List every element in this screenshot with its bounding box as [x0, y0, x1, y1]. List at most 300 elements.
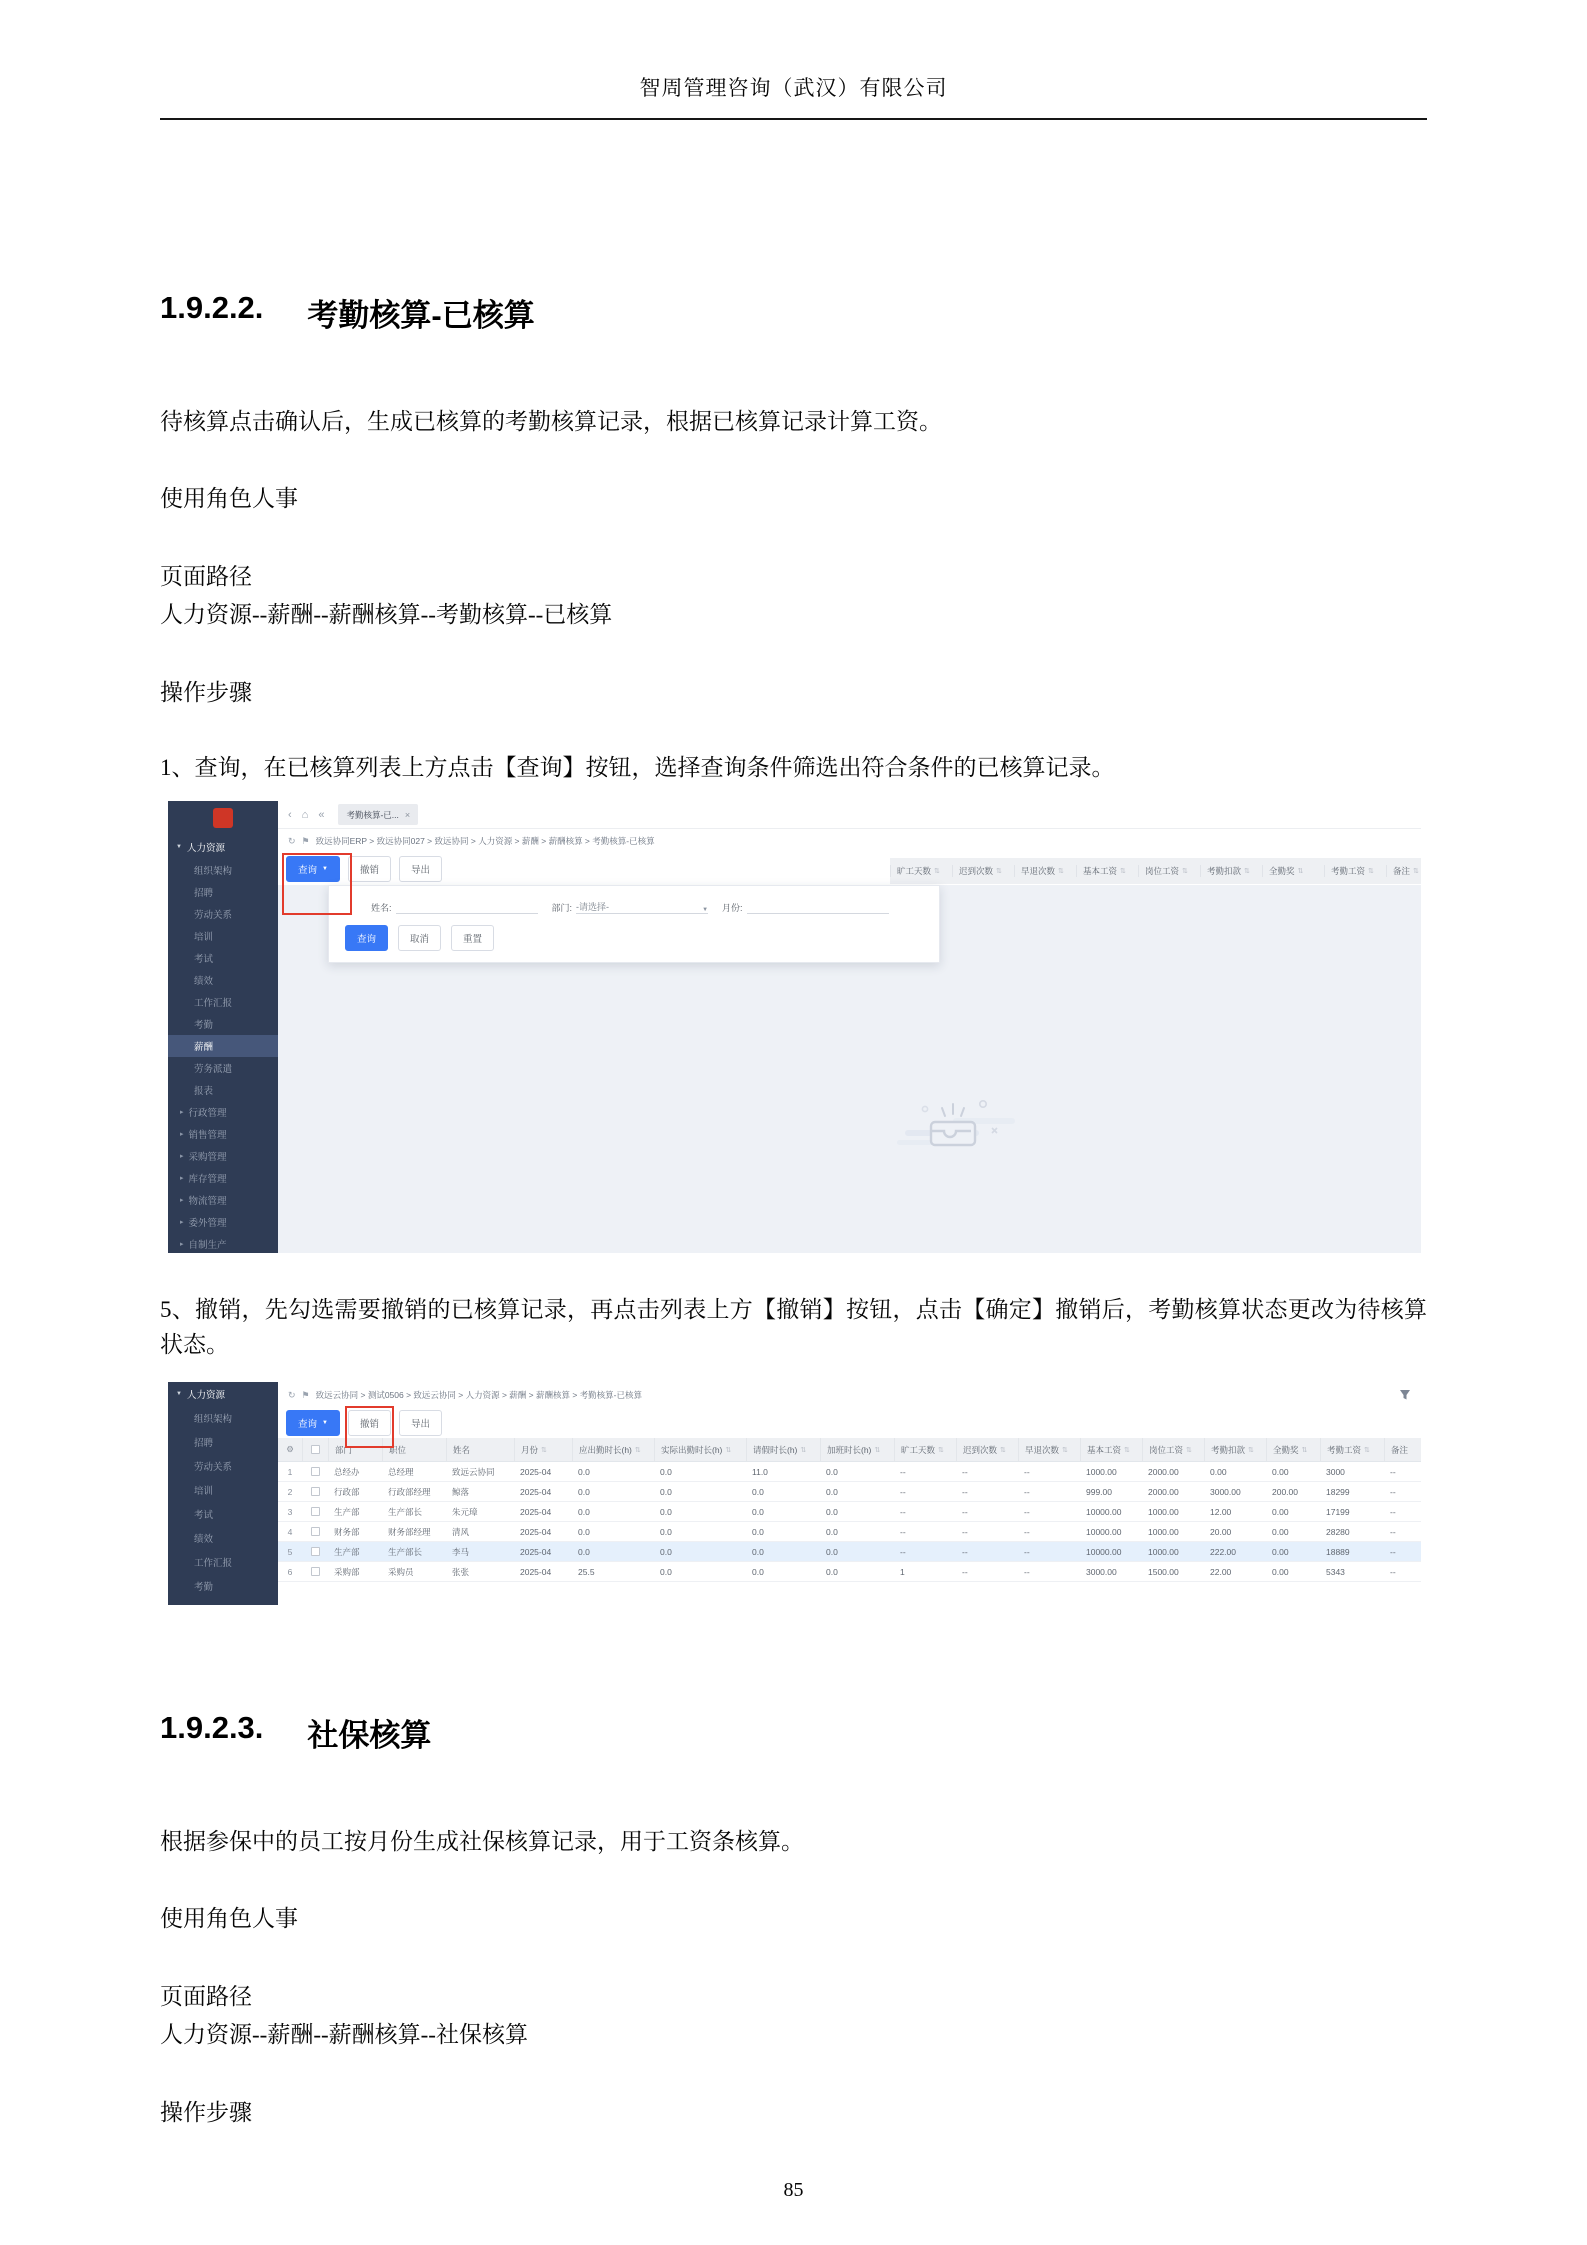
- company-name: 智周管理咨询（武汉）有限公司: [639, 76, 948, 100]
- sidebar-item[interactable]: [168, 1211, 278, 1233]
- dept-select-value: -请选择-: [576, 902, 610, 912]
- cell-name: 清风: [452, 1526, 470, 1537]
- cell-leave-hours: 0.0: [752, 1566, 764, 1577]
- empty-content-area: [278, 885, 1421, 1253]
- sidebar-item[interactable]: [168, 991, 278, 1013]
- sidebar-item[interactable]: [168, 1079, 278, 1101]
- sidebar-item-label: 培训: [194, 932, 214, 943]
- sidebar-item-label: ▸ 库存管理: [188, 1174, 227, 1185]
- column-header[interactable]: [1138, 865, 1200, 877]
- column-header[interactable]: [952, 865, 1014, 877]
- path-block: [160, 1978, 1427, 2054]
- cell-late-count: --: [962, 1546, 968, 1557]
- query-button-label: 查询: [298, 865, 318, 876]
- cell-absent-days: --: [900, 1486, 906, 1497]
- sidebar-item-hr-root[interactable]: [168, 835, 278, 859]
- cell-department: 采购部: [334, 1566, 360, 1577]
- cell-actual-hours: 0.0: [660, 1486, 672, 1497]
- sidebar-item-label: 绩效: [194, 1534, 214, 1545]
- intro-paragraph: 根据参保中的员工按月份生成社保核算记录，用于工资条核算。: [160, 1829, 804, 1854]
- gear-icon[interactable]: ⚙: [286, 1444, 294, 1454]
- sidebar-item-label: 考勤: [194, 1582, 214, 1593]
- column-header[interactable]: [1266, 1438, 1320, 1461]
- sidebar-item[interactable]: [168, 1478, 278, 1502]
- chevron-down-icon: ▼: [322, 1420, 328, 1426]
- cell-name: 张张: [452, 1566, 470, 1577]
- sidebar-item[interactable]: [168, 1406, 278, 1430]
- column-header[interactable]: [654, 1438, 746, 1461]
- sidebar-item[interactable]: [168, 1123, 278, 1145]
- sort-icon: ⇅: [541, 1446, 547, 1454]
- cell-leave-hours: 11.0: [752, 1466, 768, 1477]
- column-header-label: 请假时长(h): [753, 1444, 798, 1455]
- sidebar-menu: [168, 1406, 278, 1598]
- role-paragraph: 使用角色人事: [160, 1905, 298, 1931]
- column-header[interactable]: [746, 1438, 820, 1461]
- cell-actual-hours: 0.0: [660, 1506, 672, 1517]
- sidebar-item[interactable]: [168, 1145, 278, 1167]
- cell-post-salary: 1000.00: [1148, 1506, 1179, 1517]
- sidebar-item[interactable]: [168, 1167, 278, 1189]
- column-header-label: 月份: [521, 1444, 539, 1455]
- cell-early-leave-count: --: [1024, 1486, 1030, 1497]
- row-checkbox[interactable]: [311, 1547, 320, 1556]
- column-header-label: 早退次数: [1021, 866, 1056, 876]
- sort-icon: ⇅: [800, 1446, 807, 1454]
- column-header-label: 基本工资: [1083, 866, 1118, 876]
- column-header[interactable]: [446, 1438, 514, 1461]
- step-revoke-text: 5、撤销，先勾选需要撤销的已核算记录，再点击列表上方【撤销】按钮，点击【确定】撤销后，考勤核算状态更改为待核算状态。: [160, 1297, 1427, 1357]
- cell-due-hours: 0.0: [578, 1466, 590, 1477]
- sort-icon: ⇅: [1248, 1446, 1254, 1454]
- app-logo-icon: [213, 808, 233, 828]
- sort-icon: ⇅: [1182, 868, 1188, 875]
- chevron-down-icon: ▼: [176, 1391, 182, 1397]
- cell-absent-days: --: [900, 1546, 906, 1557]
- column-header-label: 岗位工资: [1145, 866, 1180, 876]
- chevron-down-icon: ▼: [702, 907, 709, 913]
- select-all-checkbox[interactable]: [311, 1445, 320, 1454]
- cell-full-attendance-bonus: 0.00: [1272, 1566, 1289, 1577]
- sort-icon: ⇅: [634, 1446, 641, 1454]
- sidebar-item-label: ▸ 委外管理: [188, 1218, 227, 1229]
- cell-leave-hours: 0.0: [752, 1526, 764, 1537]
- column-header[interactable]: [820, 1438, 894, 1461]
- column-header[interactable]: [1200, 865, 1262, 877]
- sidebar-item[interactable]: [168, 903, 278, 925]
- select-all-checkbox-cell: [302, 1438, 328, 1461]
- cell-attendance-deduction: 0.00: [1210, 1466, 1227, 1477]
- cell-position: 行政部经理: [388, 1486, 431, 1497]
- row-checkbox[interactable]: [311, 1507, 320, 1516]
- cell-early-leave-count: --: [1024, 1566, 1030, 1577]
- column-header[interactable]: [1384, 1438, 1421, 1461]
- row-checkbox-cell: [302, 1527, 328, 1536]
- sidebar-item[interactable]: [168, 1233, 278, 1253]
- revoke-button[interactable]: 撤销: [348, 856, 391, 882]
- cell-actual-hours: 0.0: [660, 1526, 672, 1537]
- sidebar-item[interactable]: [168, 1454, 278, 1478]
- sort-icon: ⇅: [1000, 1446, 1006, 1454]
- sidebar-item-label: ▸ 物流管理: [188, 1196, 227, 1207]
- sidebar-item-label: ▸ 采购管理: [188, 1152, 227, 1163]
- cell-due-hours: 25.5: [578, 1566, 595, 1577]
- sidebar-item-label: 考试: [194, 954, 214, 965]
- sidebar-item[interactable]: [168, 859, 278, 881]
- refresh-icon[interactable]: ↻: [288, 1389, 296, 1400]
- cell-overtime-hours: 0.0: [826, 1466, 838, 1477]
- sidebar-root-label: 人力资源: [186, 1390, 225, 1401]
- sort-icon: ⇅: [1186, 1446, 1192, 1454]
- cell-base-salary: 1000.00: [1086, 1466, 1117, 1477]
- app-sidebar: [168, 801, 278, 1253]
- pin-icon[interactable]: ⚑: [301, 1389, 310, 1400]
- sidebar-item[interactable]: [168, 1101, 278, 1123]
- cell-due-hours: 0.0: [578, 1546, 590, 1557]
- sort-icon: ⇅: [1062, 1446, 1068, 1454]
- column-header-label: 考勤扣款: [1211, 1444, 1246, 1455]
- sidebar-item-label: 薪酬: [194, 1042, 214, 1053]
- section-title: 社保核算: [307, 1718, 432, 1753]
- row-checkbox-cell: [302, 1467, 328, 1476]
- filter-query-button[interactable]: 查询: [345, 925, 388, 951]
- sidebar-item[interactable]: [168, 1035, 278, 1057]
- column-header[interactable]: [1324, 865, 1386, 877]
- column-header[interactable]: [1018, 1438, 1080, 1461]
- breadcrumb-row: [278, 1382, 1421, 1408]
- row-checkbox-cell: [302, 1547, 328, 1556]
- cell-month: 2025-04: [520, 1486, 552, 1497]
- cell-month: 2025-04: [520, 1546, 552, 1557]
- breadcrumb-row: [278, 829, 1421, 853]
- cell-base-salary: 999.00: [1086, 1486, 1112, 1497]
- row-number: 1: [287, 1466, 293, 1477]
- export-button[interactable]: 导出: [399, 1410, 442, 1436]
- column-header-label: 早退次数: [1025, 1444, 1060, 1455]
- sidebar-item-label: 考勤: [194, 1020, 214, 1031]
- tab-attendance-settled[interactable]: [338, 804, 418, 825]
- cell-leave-hours: 0.0: [752, 1486, 764, 1497]
- cell-full-attendance-bonus: 0.00: [1272, 1466, 1289, 1477]
- steps-label: 操作步骤: [160, 2100, 252, 2125]
- sidebar-item-label: 培训: [194, 1486, 214, 1497]
- path-label: 页面路径: [160, 1984, 252, 2009]
- cell-post-salary: 1000.00: [1148, 1546, 1179, 1557]
- cell-attendance-salary: 18299: [1326, 1486, 1350, 1497]
- sidebar-item[interactable]: [168, 947, 278, 969]
- cell-remark: --: [1390, 1566, 1396, 1577]
- cell-post-salary: 2000.00: [1148, 1486, 1179, 1497]
- cell-department: 行政部: [334, 1486, 360, 1497]
- sidebar-item[interactable]: [168, 925, 278, 947]
- column-header-label: 旷工天数: [897, 866, 932, 876]
- row-number: 3: [287, 1506, 293, 1517]
- sort-icon: ⇅: [1058, 868, 1064, 875]
- cell-due-hours: 0.0: [578, 1486, 590, 1497]
- column-header-label: 加班时长(h): [827, 1444, 872, 1455]
- cell-position: 生产部长: [388, 1506, 423, 1517]
- dept-label: 部门:: [551, 903, 573, 913]
- cell-due-hours: 0.0: [578, 1506, 590, 1517]
- cell-late-count: --: [962, 1486, 968, 1497]
- column-header-label: 实际出勤时长(h): [661, 1444, 723, 1455]
- sort-icon: ⇅: [1244, 868, 1250, 875]
- sort-icon: ⇅: [1120, 868, 1126, 875]
- column-header-label: 全勤奖: [1269, 866, 1295, 876]
- table-row[interactable]: [278, 1522, 1421, 1542]
- cell-post-salary: 1500.00: [1148, 1566, 1179, 1577]
- cell-full-attendance-bonus: 0.00: [1272, 1546, 1289, 1557]
- column-header-label: 迟到次数: [959, 866, 994, 876]
- cell-attendance-deduction: 3000.00: [1210, 1486, 1241, 1497]
- sidebar-item[interactable]: [168, 1502, 278, 1526]
- sidebar-item[interactable]: [168, 1013, 278, 1035]
- sidebar-item-label: ▸ 行政管理: [188, 1108, 227, 1119]
- close-icon[interactable]: ×: [404, 809, 411, 820]
- cell-base-salary: 10000.00: [1086, 1506, 1122, 1517]
- cell-name: 鲸落: [452, 1486, 470, 1497]
- cell-leave-hours: 0.0: [752, 1506, 764, 1517]
- cell-absent-days: 1: [900, 1566, 905, 1577]
- cell-post-salary: 2000.00: [1148, 1466, 1179, 1477]
- column-header-label: 姓名: [453, 1444, 471, 1455]
- column-header-label: 备注: [1391, 1444, 1409, 1455]
- column-header[interactable]: [1080, 1438, 1142, 1461]
- path-label: 页面路径: [160, 564, 252, 589]
- cell-name: 朱元璋: [452, 1506, 478, 1517]
- section-heading-social: [160, 1710, 1427, 1755]
- cell-post-salary: 1000.00: [1148, 1526, 1179, 1537]
- row-number: 5: [287, 1546, 293, 1557]
- row-checkbox-cell: [302, 1567, 328, 1576]
- back-icon[interactable]: ‹: [288, 808, 292, 821]
- sort-icon: ⇅: [1297, 868, 1304, 875]
- table-row[interactable]: [278, 1462, 1421, 1482]
- table-row[interactable]: [278, 1542, 1421, 1562]
- cell-attendance-deduction: 222.00: [1210, 1546, 1236, 1557]
- cell-absent-days: --: [900, 1506, 906, 1517]
- cell-overtime-hours: 0.0: [826, 1486, 838, 1497]
- app-navbar: [278, 801, 1421, 829]
- column-header-label: 备注: [1393, 866, 1411, 876]
- row-checkbox[interactable]: [311, 1467, 320, 1476]
- column-header-label: 基本工资: [1087, 1444, 1122, 1455]
- name-input[interactable]: [396, 901, 538, 914]
- cell-full-attendance-bonus: 0.00: [1272, 1506, 1289, 1517]
- section-title: 考勤核算-已核算: [307, 298, 535, 333]
- cell-remark: --: [1390, 1486, 1396, 1497]
- role-paragraph: 使用角色人事: [160, 485, 298, 511]
- column-header[interactable]: [572, 1438, 654, 1461]
- row-checkbox[interactable]: [311, 1567, 320, 1576]
- cell-absent-days: --: [900, 1526, 906, 1537]
- column-header[interactable]: [1204, 1438, 1266, 1461]
- cell-name: 李马: [452, 1546, 470, 1557]
- column-header[interactable]: [328, 1438, 382, 1461]
- cell-attendance-salary: 28280: [1326, 1526, 1350, 1537]
- empty-state-illustration: [895, 1076, 1025, 1162]
- column-header[interactable]: [1076, 865, 1138, 877]
- cell-month: 2025-04: [520, 1566, 552, 1577]
- cell-early-leave-count: --: [1024, 1546, 1030, 1557]
- column-header[interactable]: [890, 865, 952, 877]
- chevron-down-icon: ▼: [322, 866, 328, 872]
- cell-position: 总经理: [388, 1466, 414, 1477]
- section-number: 1.9.2.2.: [160, 290, 264, 325]
- screenshot-query-panel: [168, 801, 1421, 1253]
- row-checkbox-cell: [302, 1487, 328, 1496]
- filter-cancel-button[interactable]: 取消: [398, 925, 441, 951]
- sidebar-item[interactable]: [168, 1526, 278, 1550]
- column-header[interactable]: [956, 1438, 1018, 1461]
- cell-overtime-hours: 0.0: [826, 1546, 838, 1557]
- cell-early-leave-count: --: [1024, 1466, 1030, 1477]
- column-header-label: 考勤工资: [1327, 1444, 1362, 1455]
- sort-icon: ⇅: [1301, 1446, 1308, 1454]
- cell-attendance-salary: 3000: [1326, 1466, 1345, 1477]
- column-header-label: 考勤扣款: [1207, 866, 1242, 876]
- partial-table-header: [890, 858, 1421, 884]
- column-header-label: 迟到次数: [963, 1444, 998, 1455]
- cell-attendance-salary: 17199: [1326, 1506, 1350, 1517]
- cell-due-hours: 0.0: [578, 1526, 590, 1537]
- cell-month: 2025-04: [520, 1506, 552, 1517]
- sidebar-item[interactable]: [168, 1057, 278, 1079]
- sidebar-item[interactable]: [168, 969, 278, 991]
- cell-position: 财务部经理: [388, 1526, 431, 1537]
- cell-early-leave-count: --: [1024, 1506, 1030, 1517]
- app-sidebar: [168, 1382, 278, 1605]
- column-header[interactable]: [1262, 865, 1324, 877]
- filter-reset-button[interactable]: 重置: [451, 925, 494, 951]
- row-number: 4: [287, 1526, 293, 1537]
- cell-attendance-deduction: 20.00: [1210, 1526, 1232, 1537]
- chevron-down-icon: ▼: [176, 844, 182, 850]
- cell-base-salary: 3000.00: [1086, 1566, 1117, 1577]
- app-logo-row: [168, 801, 278, 835]
- cell-attendance-salary: 18889: [1326, 1546, 1350, 1557]
- cell-late-count: --: [962, 1526, 968, 1537]
- query-button[interactable]: [286, 1410, 340, 1436]
- column-header-label: 旷工天数: [901, 1444, 936, 1455]
- path-value: 人力资源--薪酬--薪酬核算--社保核算: [160, 2022, 528, 2047]
- sidebar-item-hr-root[interactable]: [168, 1382, 278, 1406]
- pin-icon[interactable]: ⚑: [301, 835, 310, 846]
- month-input[interactable]: [747, 901, 889, 914]
- cell-base-salary: 10000.00: [1086, 1546, 1122, 1557]
- cell-attendance-salary: 5343: [1326, 1566, 1345, 1577]
- home-icon[interactable]: ⌂: [301, 808, 309, 821]
- sort-icon: ⇅: [996, 868, 1002, 875]
- column-header[interactable]: [1320, 1438, 1384, 1461]
- column-header[interactable]: [894, 1438, 956, 1461]
- app-main: [278, 801, 1421, 1253]
- cell-remark: --: [1390, 1526, 1396, 1537]
- step-query-text: 1、查询，在已核算列表上方点击【查询】按钮，选择查询条件筛选出符合条件的已核算记录。: [160, 754, 1115, 780]
- row-number: 6: [287, 1566, 293, 1577]
- filter-buttons: [329, 914, 939, 951]
- cell-absent-days: --: [900, 1466, 906, 1477]
- revoke-button[interactable]: 撤销: [348, 1410, 391, 1436]
- cell-remark: --: [1390, 1546, 1396, 1557]
- table-row[interactable]: [278, 1482, 1421, 1502]
- dept-select[interactable]: [576, 901, 708, 914]
- sidebar-item[interactable]: [168, 881, 278, 903]
- cell-position: 生产部长: [388, 1546, 423, 1557]
- screenshot-settled-table: [168, 1382, 1421, 1605]
- page-number: 85: [783, 2178, 804, 2201]
- column-header[interactable]: [1014, 865, 1076, 877]
- sort-icon: ⇅: [934, 868, 940, 875]
- column-header[interactable]: [1386, 865, 1421, 877]
- toolbar: [278, 853, 1421, 885]
- table-header-row: [278, 1438, 1421, 1462]
- sidebar-menu: [168, 859, 278, 1253]
- sort-icon: ⇅: [725, 1446, 732, 1454]
- column-header[interactable]: [1142, 1438, 1204, 1461]
- refresh-icon[interactable]: ↻: [288, 835, 296, 846]
- sidebar-root-label: 人力资源: [186, 843, 225, 854]
- tab-label: 考勤核算-已...: [346, 809, 399, 820]
- cell-actual-hours: 0.0: [660, 1566, 672, 1577]
- sidebar-item[interactable]: [168, 1189, 278, 1211]
- sidebar-item-label: 劳务派遣: [194, 1064, 233, 1075]
- document-content: [160, 290, 1427, 2131]
- cell-remark: --: [1390, 1466, 1396, 1477]
- cell-remark: --: [1390, 1506, 1396, 1517]
- sidebar-item[interactable]: [168, 1574, 278, 1598]
- column-header[interactable]: [382, 1438, 446, 1461]
- cell-leave-hours: 0.0: [752, 1546, 764, 1557]
- table-row[interactable]: [278, 1502, 1421, 1522]
- table-row[interactable]: [278, 1562, 1421, 1582]
- breadcrumb: 致远云协同 > 测试0506 > 致远云协同 > 人力资源 > 薪酬 > 薪酬核算 > 考勤核算-已核算: [315, 1390, 642, 1400]
- cell-late-count: --: [962, 1506, 968, 1517]
- filter-icon[interactable]: [1399, 1389, 1411, 1401]
- sort-icon: ⇅: [1364, 1446, 1370, 1454]
- cell-early-leave-count: --: [1024, 1526, 1030, 1537]
- path-block: [160, 558, 1427, 634]
- month-label: 月份:: [722, 903, 743, 913]
- collapse-icon[interactable]: «: [318, 808, 325, 821]
- sidebar-item-label: 报表: [194, 1086, 214, 1097]
- table-body: [278, 1462, 1421, 1582]
- query-button[interactable]: [286, 856, 340, 882]
- query-button-label: 查询: [298, 1419, 318, 1430]
- intro-paragraph: 待核算点击确认后，生成已核算的考勤核算记录，根据已核算记录计算工资。: [160, 409, 942, 434]
- sidebar-item[interactable]: [168, 1550, 278, 1574]
- row-checkbox[interactable]: [311, 1487, 320, 1496]
- column-header[interactable]: [514, 1438, 572, 1461]
- sidebar-item-label: ▸ 销售管理: [188, 1130, 227, 1141]
- cell-department: 生产部: [334, 1506, 360, 1517]
- cell-month: 2025-04: [520, 1526, 552, 1537]
- cell-base-salary: 10000.00: [1086, 1526, 1122, 1537]
- cell-overtime-hours: 0.0: [826, 1506, 838, 1517]
- cell-overtime-hours: 0.0: [826, 1526, 838, 1537]
- export-button[interactable]: 导出: [399, 856, 442, 882]
- row-checkbox[interactable]: [311, 1527, 320, 1536]
- sidebar-item-label: 工作汇报: [194, 1558, 233, 1569]
- sidebar-item-label: ▸ 自制生产: [188, 1240, 227, 1251]
- cell-department: 总经办: [334, 1466, 360, 1477]
- sidebar-item-label: 招聘: [194, 1438, 214, 1449]
- column-header-label: 职位: [389, 1444, 407, 1455]
- sidebar-item[interactable]: [168, 1430, 278, 1454]
- cell-actual-hours: 0.0: [660, 1546, 672, 1557]
- cell-department: 财务部: [334, 1526, 360, 1537]
- sort-icon: ⇅: [1413, 868, 1419, 875]
